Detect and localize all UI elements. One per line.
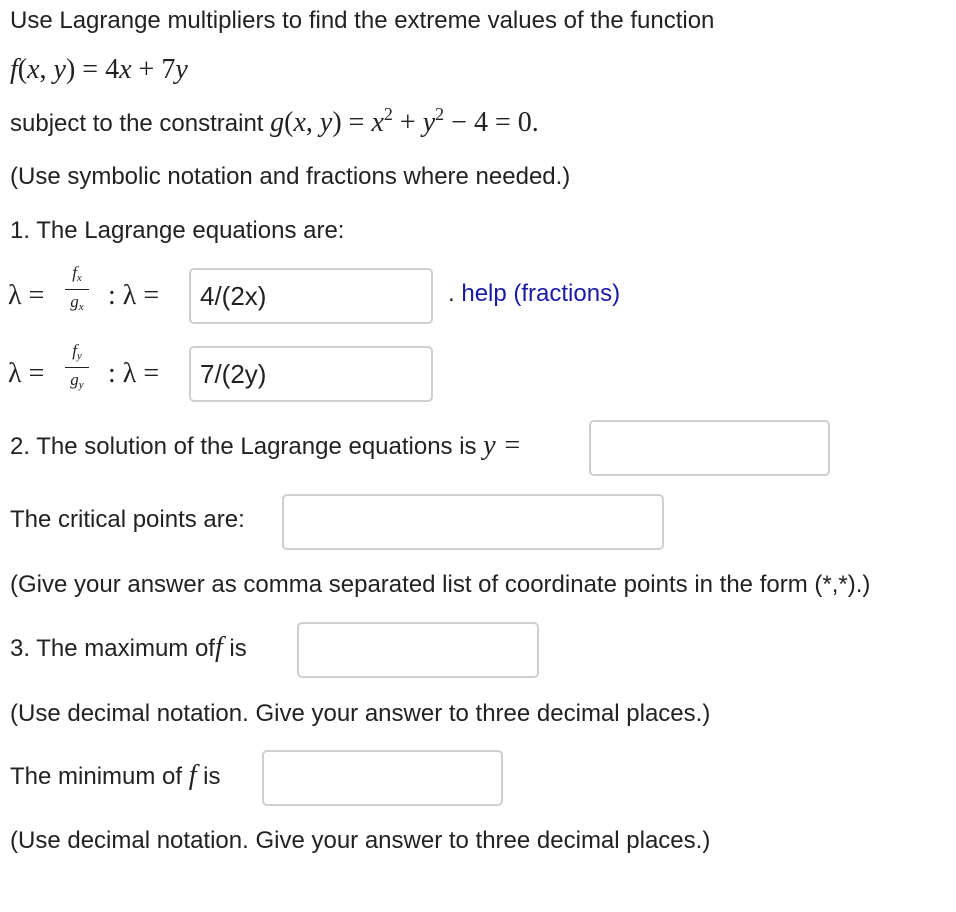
lambda-sep-1: : λ =: [108, 280, 160, 311]
notation-note: (Use symbolic notation and fractions where needed.): [10, 163, 571, 190]
solution-y-input[interactable]: [589, 420, 830, 476]
part1-heading: 1. The Lagrange equations are:: [10, 217, 345, 244]
minimum-note: (Use decimal notation. Give your answer to three decimal places.): [10, 827, 711, 854]
minimum-input[interactable]: [262, 750, 503, 806]
maximum-input[interactable]: [297, 622, 539, 678]
critical-points-input[interactable]: [282, 494, 664, 550]
maximum-label: 3. The maximum off is: [10, 632, 247, 663]
constraint-line: [10, 104, 539, 139]
intro-text: Use Lagrange multipliers to find the extreme values of the function: [10, 7, 715, 34]
fraction-fy-gy: $f_y$ $g_y$: [65, 342, 89, 394]
function-expression: f(x, y) = 4x + 7y: [10, 54, 188, 85]
help-fractions-link[interactable]: . help (fractions): [448, 280, 621, 307]
constraint-expression: g(x, $y) = x^2 + y^2 - 4 = 0$.: [270, 104, 539, 138]
lambda-lhs-2: λ =: [8, 358, 45, 389]
part2-text: 2. The solution of the Lagrange equations is y =: [10, 430, 522, 461]
fraction-fx-gx: $f_x$ $g_x$: [65, 264, 89, 316]
maximum-note: (Use decimal notation. Give your answer to three decimal places.): [10, 700, 711, 727]
constraint-prefix: subject to the constraint: [10, 110, 264, 137]
lambda-sep-2: : λ =: [108, 358, 160, 389]
critical-points-note: (Give your answer as comma separated list of coordinate points in the form (*,*).): [10, 571, 871, 598]
minimum-label: The minimum of f is: [10, 760, 221, 791]
lambda-fy-input[interactable]: [189, 346, 433, 402]
lambda-fx-input[interactable]: [189, 268, 433, 324]
lambda-lhs-1: λ =: [8, 280, 45, 311]
critical-points-label: The critical points are:: [10, 506, 245, 533]
